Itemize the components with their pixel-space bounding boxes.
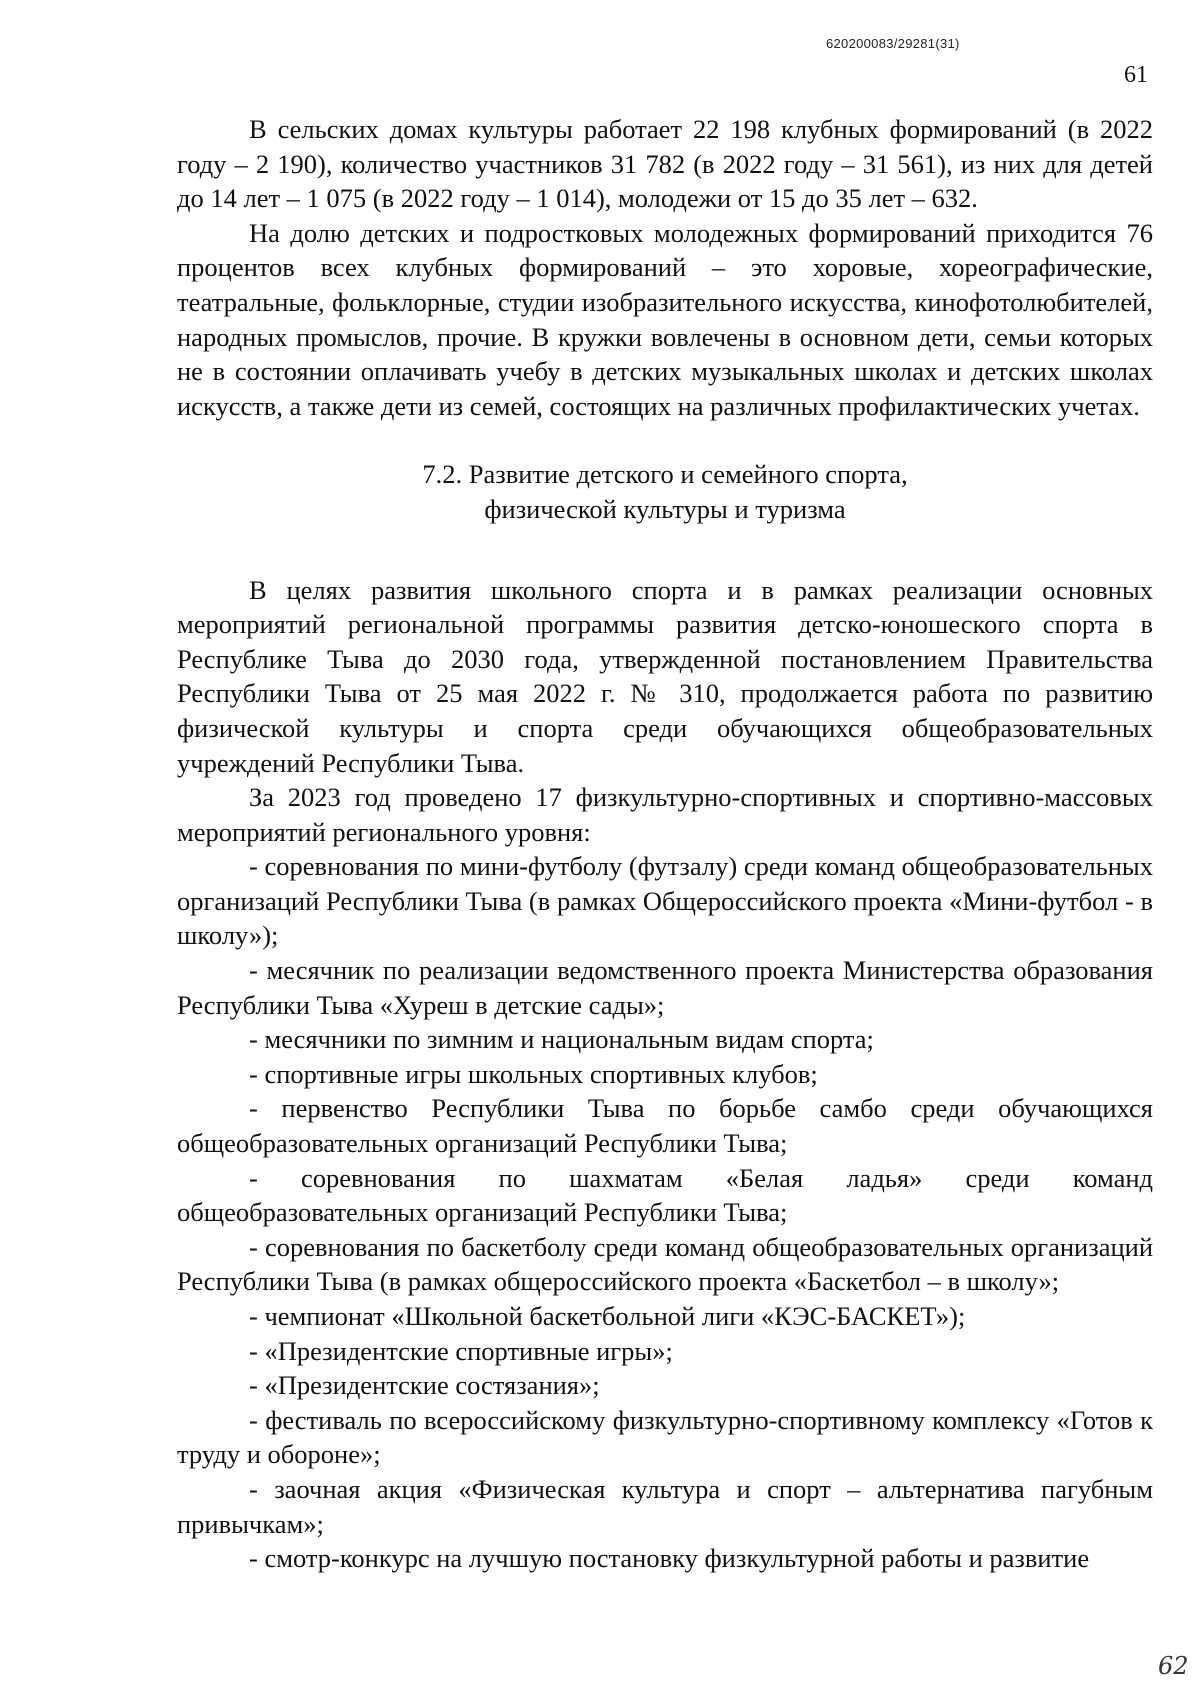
list-item: - заочная акция «Физическая культура и спорт – альтернатива пагубным привычкам»;: [177, 1473, 1153, 1539]
handwritten-page-mark: 62: [1158, 1652, 1189, 1680]
paragraph: В сельских домах культуры работает 22 198 клубных формирований (в 2022 году – 2 190), количество участников 31 782 (в 2022 году – 31 561), из них для детей до 14 лет – 1 075 (в 2022 году – 1 014), молодежи от 15 до 35 лет – 632.: [177, 114, 1153, 214]
list-item: - месячники по зимним и национальным видам спорта;: [249, 1024, 874, 1055]
section-heading-line: физической культуры и туризма: [484, 493, 846, 524]
list-item: - спортивные игры школьных спортивных клубов;: [249, 1058, 818, 1089]
list-item: - соревнования по шахматам «Белая ладья» среди команд общеобразовательных организаций Республики Тыва;: [177, 1162, 1153, 1228]
list-item: - фестиваль по всероссийскому физкультурно-спортивному комплексу «Готов к труду и обороне»;: [177, 1404, 1153, 1470]
paragraph: В целях развития школьного спорта и в рамках реализации основных мероприятий региональной программы развития детско-юношеского спорта в Республике Тыва до 2030 года, утвержденной постановлением Правительства Республики Тыва от 25 мая 2022 г. № 310, продолжается работа по развитию физической культуры и спорта среди обучающихся общеобразовательных учреждений Республики Тыва.: [177, 574, 1153, 778]
paragraph: За 2023 год проведено 17 физкультурно-спортивных и спортивно-массовых мероприятий регионального уровня:: [177, 782, 1153, 847]
document-body: [177, 112, 1153, 1576]
section-heading: [177, 457, 1153, 526]
list-item: - смотр-конкурс на лучшую постановку физкультурной работы и развитие: [249, 1543, 1090, 1574]
list-item: - соревнования по мини-футболу (футзалу) среди команд общеобразовательных организаций Республики Тыва (в рамках Общероссийского проекта «Мини-футбол - в школу»);: [177, 851, 1153, 951]
list-item: - соревнования по баскетболу среди команд общеобразовательных организаций Республики Тыва (в рамках общероссийского проекта «Баскетбол – в школу»;: [177, 1231, 1153, 1297]
list-item: - чемпионат «Школьной баскетбольной лиги «КЭС-БАСКЕТ»);: [249, 1301, 966, 1331]
list-item: - «Президентские состязания»;: [249, 1370, 600, 1401]
list-item: - «Президентские спортивные игры»;: [249, 1335, 673, 1366]
section-heading-line: 7.2. Развитие детского и семейного спорта,: [422, 459, 908, 490]
page-number: 61: [1124, 62, 1148, 88]
list-item: - первенство Республики Тыва по борьбе самбо среди обучающихся общеобразовательных организаций Республики Тыва;: [177, 1093, 1153, 1159]
list-item: - месячник по реализации ведомственного проекта Министерства образования Республики Тыва «Хуреш в детские сады»;: [177, 955, 1153, 1020]
document-id: 620200083/29281(31): [826, 36, 960, 51]
paragraph: На долю детских и подростковых молодежных формирований приходится 76 процентов всех клубных формирований – это хоровые, хореографические, театральные, фольклорные, студии изобразительного искусства, кинофотолюбителей, народных промыслов, прочие. В кружки вовлечены в основном дети, семьи которых не в состоянии оплачивать учебу в детских музыкальных школах и детских школах искусств, а также дети из семей, состоящих на различных профилактических учетах.: [177, 217, 1153, 421]
